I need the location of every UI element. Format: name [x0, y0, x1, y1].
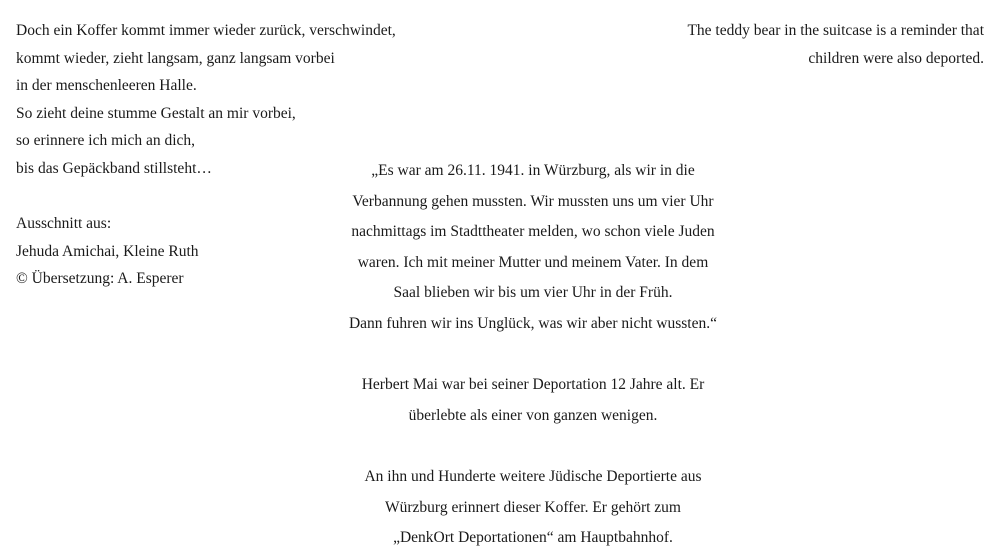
spacer — [300, 340, 766, 371]
caption-line: children were also deported. — [808, 49, 984, 67]
quote-line: Verbannung gehen mussten. Wir mussten uns um vier Uhr — [352, 192, 714, 210]
source-line: © Übersetzung: A. Esperer — [16, 270, 184, 288]
english-caption — [604, 17, 984, 72]
poem-line: kommt wieder, zieht langsam, ganz langsam vorbei — [16, 49, 335, 67]
poem-line: Doch ein Koffer kommt immer wieder zurück, verschwindet, — [16, 22, 396, 39]
source-line: Ausschnitt aus: — [16, 215, 112, 233]
spacer — [300, 431, 766, 462]
poem-line: So zieht deine stumme Gestalt an mir vorbei, — [16, 104, 296, 122]
quote-line: Saal blieben wir bis um vier Uhr in der Früh. — [393, 284, 673, 302]
bio-line: Herbert Mai war bei seiner Deportation 12 Jahre alt. Er — [361, 376, 705, 394]
memorial-line: Würzburg erinnert dieser Koffer. Er gehört zum — [385, 498, 681, 516]
quote-line: nachmittags im Stadttheater melden, wo schon viele Juden — [351, 223, 715, 241]
poem-line: so erinnere ich mich an dich, — [16, 132, 196, 150]
poem-line: bis das Gepäckband stillsteht… — [16, 159, 212, 177]
testimony-block — [300, 156, 766, 554]
memorial-line: „DenkOrt Deportationen“ am Hauptbahnhof. — [393, 529, 673, 547]
quote-line: waren. Ich mit meiner Mutter und meinem Vater. In dem — [357, 253, 709, 271]
caption-line: The teddy bear in the suitcase is a reminder that — [687, 22, 984, 39]
quote-line: „Es war am 26.11. 1941. in Würzburg, als wir in die — [371, 162, 695, 179]
memorial-line: An ihn und Hunderte weitere Jüdische Deportierte aus — [364, 467, 702, 485]
source-line: Jehuda Amichai, Kleine Ruth — [16, 242, 199, 260]
quote-line: Dann fuhren wir ins Unglück, was wir aber nicht wussten.“ — [348, 314, 718, 332]
bio-line: überlebte als einer von ganzen wenigen. — [408, 406, 658, 424]
poem-line: in der menschenleeren Halle. — [16, 77, 197, 95]
